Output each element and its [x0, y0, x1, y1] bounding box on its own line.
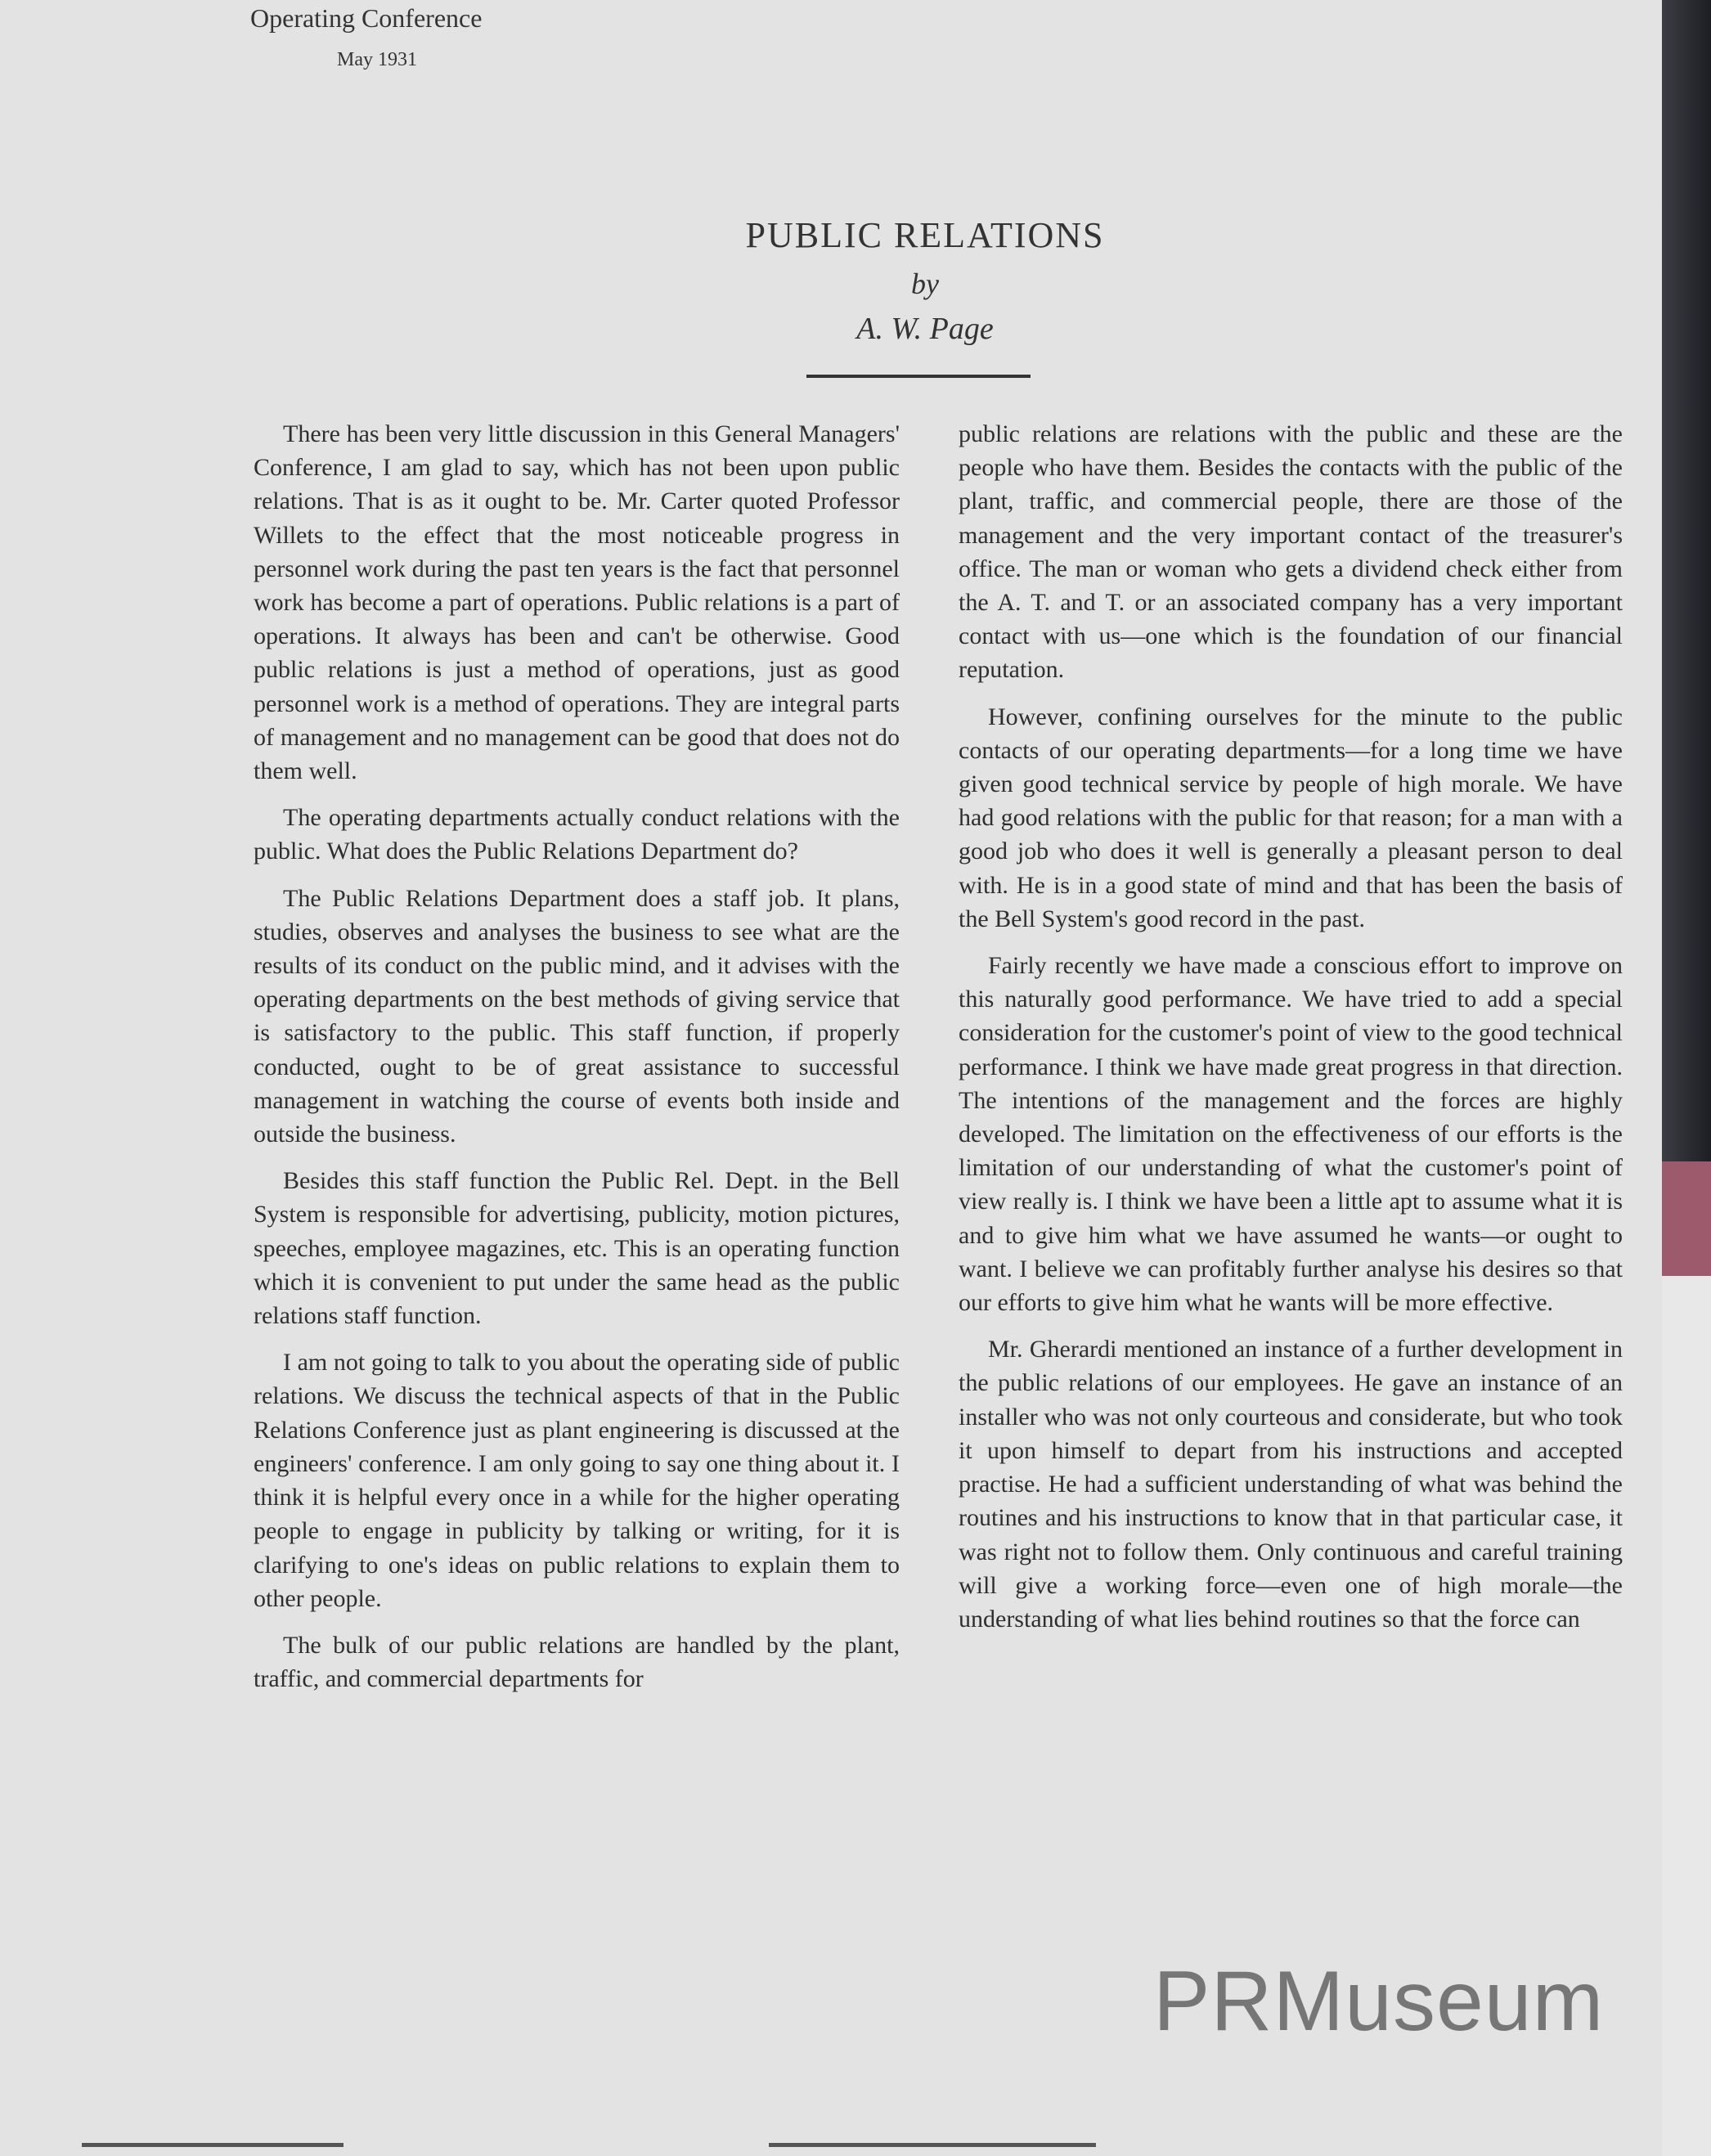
- paragraph: There has been very little discussion in this General Managers' Conference, I am glad to say, which has not been upon public relations. That is as it ought to be. Mr. Carter quoted Professor Willets to the effect that the most noticeable progress in personnel work during the past ten years is the fact that personnel work has become a part of operations. Public relations is a part of operations. It always has been and can't be otherwise. Good public relations is just a method of operations, just as good personnel work is a method of operations. They are integral parts of management and no management can be good that does not do them well.: [254, 420, 900, 785]
- byline-by: by: [911, 267, 939, 300]
- paragraph: Fairly recently we have made a conscious effort to improve on this naturally good performance. We have tried to add a special consideration for the customer's point of view to the good technical performance. I think we have made great progress in that direction. The intentions of the management and the forces are highly developed. The limitation on the effectiveness of our efforts is the limitation of our understanding of what the customer's point of view really is. I think we have been a little apt to assume what it is and to give him what we have assumed he wants—or ought to want. I believe we can profitably further analyse his desires so that our efforts to give him what he wants will be more effective.: [959, 952, 1623, 1317]
- publication-header: Operating Conference: [250, 3, 483, 33]
- paragraph: public relations are relations with the public and these are the people who have them. Besides the contacts with the public of the plant, traffic, and commercial people, there are those of the management and the very important contact of the treasurer's office. The man or woman who gets a dividend check either from the A. T. and T. or an associated company has a very important contact with us—one which is the foundation of our financial reputation.: [959, 420, 1623, 684]
- paragraph: The operating departments actually conduct relations with the public. What does the Public Relations Department do?: [254, 804, 900, 865]
- scan-edge-light: [1662, 1276, 1711, 2156]
- title-rule: [806, 375, 1031, 378]
- article-author: A. W. Page: [856, 312, 994, 346]
- paragraph: Besides this staff function the Public Rel. Dept. in the Bell System is responsible for advertising, publicity, motion pictures, speeches, employee magazines, etc. This is an operating function which it is convenient to put under the same head as the public relations staff function.: [254, 1167, 900, 1330]
- article-title: PUBLIC RELATIONS: [745, 215, 1105, 255]
- paragraph: I am not going to talk to you about the operating side of public relations. We discuss the technical aspects of that in the Public Relations Conference just as plant engineering is discussed at the engineers' conference. I am only going to say one thing about it. I think it is helpful every once in a while for the higher operating people to engage in publicity by talking or writing, for it is clarifying to one's ideas on public relations to explain them to other people.: [254, 1349, 900, 1612]
- paragraph: Mr. Gherardi mentioned an instance of a further development in the public relations of our employees. He gave an instance of an installer who was not only courteous and considerate, but who took it upon himself to depart from his instructions and accepted practise. He had a sufficient understanding of what was behind the routines and his instructions to know that in that particular case, it was right not to follow them. Only continuous and careful training will give a working force—even one of high morale—the understanding of what lies behind routines so that the force can: [959, 1336, 1623, 1633]
- scan-edge-dark: [1662, 0, 1711, 1178]
- paragraph: However, confining ourselves for the minute to the public contacts of our operating departments—for a long time we have given good technical service by people of high morale. We have had good relations with the public for that reason; for a man with a good job who does it well is generally a pleasant person to deal with. He is in a good state of mind and that has been the basis of the Bell System's good record in the past.: [959, 703, 1623, 932]
- watermark: PRMuseum: [1153, 1954, 1605, 2049]
- publication-date: May 1931: [337, 49, 417, 70]
- paragraph: The bulk of our public relations are handled by the plant, traffic, and commercial departments for: [254, 1631, 900, 1693]
- scan-artifact: [82, 2143, 344, 2147]
- paragraph: The Public Relations Department does a staff job. It plans, studies, observes and analyses the business to see what are the results of its conduct on the public mind, and it advises with the operating departments on the best methods of giving service that is satisfactory to the public. This staff function, if properly conducted, ought to be of great assistance to successful management in watching the course of events both inside and outside the business.: [254, 884, 900, 1148]
- scan-edge-pink: [1662, 1161, 1711, 1276]
- scan-artifact: [769, 2143, 1096, 2147]
- right-column: [959, 417, 1623, 1649]
- left-column: [254, 417, 900, 1709]
